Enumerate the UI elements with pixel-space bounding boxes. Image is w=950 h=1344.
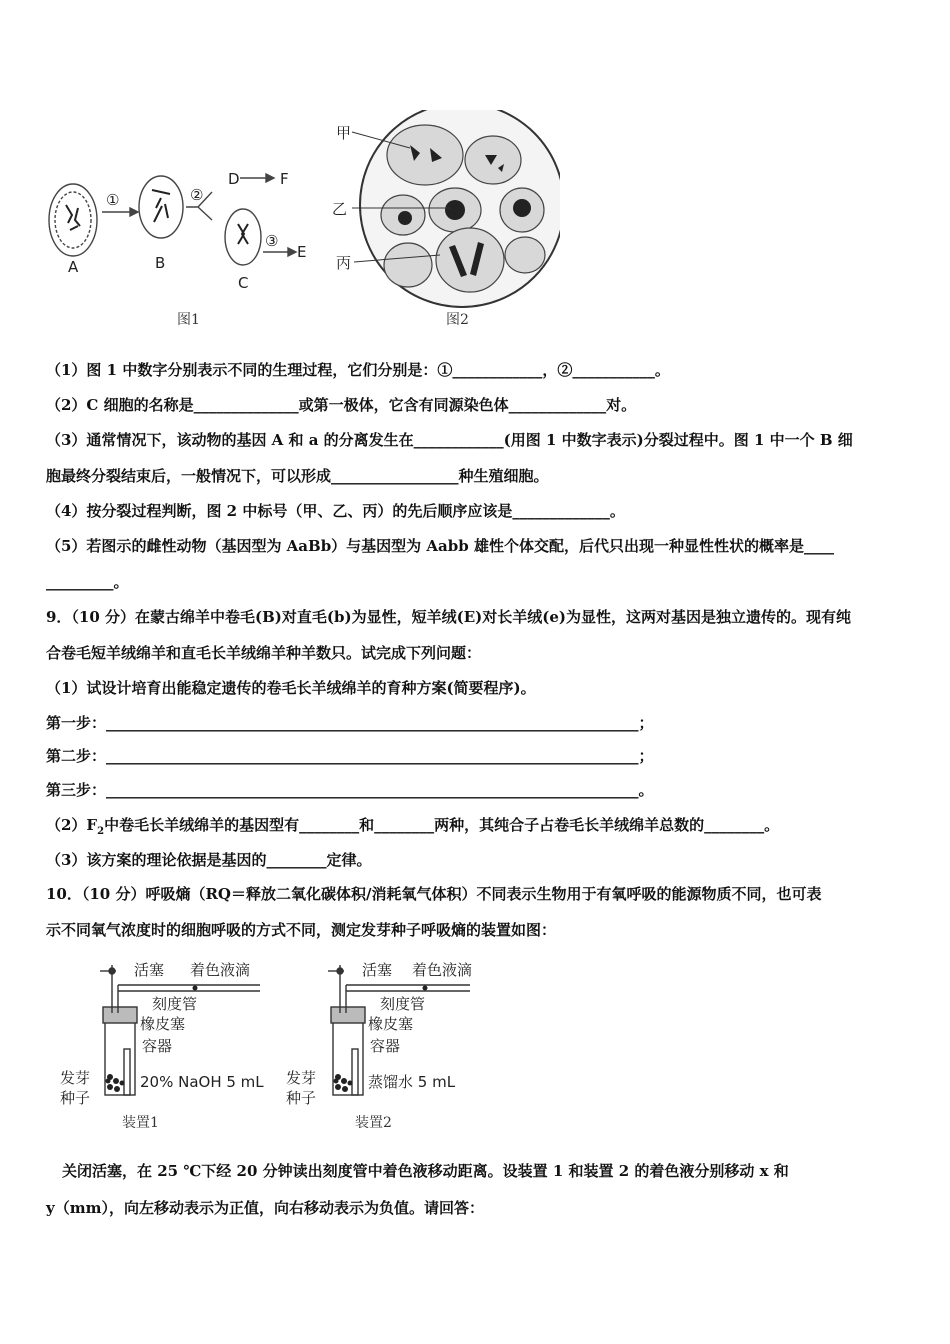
dev1-label-scale-tube: 刻度管 <box>152 995 198 1013</box>
dev1-label-container: 容器 <box>142 1037 173 1055</box>
q9-stem-line1: 9．（10 分）在蒙古绵羊中卷毛(B)对直毛(b)为显性，短羊绒(E)对长羊绒(e)为显性，这两对基因是独立遗传的。现有纯 <box>46 608 851 626</box>
q8-part5-line1: （5）若图示的雌性动物（基因型为 AaBb）与基因型为 Aabb 雄性个体交配，后代只出现一种显性性状的概率是____ <box>46 537 834 555</box>
q10-paragraph-line1: 关闭活塞，在 25 ℃下经 20 分钟读出刻度管中着色液移动距离。设装置 1 和装置 2 的着色液分别移动 x 和 <box>62 1162 789 1180</box>
q8-part5-line2: _________。 <box>46 573 129 591</box>
q8-part4: （4）按分裂过程判断，图 2 中标号（甲、乙、丙）的先后顺序应该是_____________。 <box>46 502 625 520</box>
q9-part2: $(2)F_2$中卷毛长羊绒绵羊的基因型有________和________两种，其纯合子占卷毛长羊绒绵羊总数的________。 <box>46 816 780 837</box>
figure-1-cell-division <box>40 160 320 330</box>
dev1-label-droplet: 着色液滴 <box>190 961 251 979</box>
label-step2: ② <box>190 186 204 204</box>
q9-step3: 第三步：_______________________________________________________________________。 <box>46 781 654 799</box>
q9-part1: （1）试设计培育出能稳定遗传的卷毛长羊绒绵羊的育种方案(简要程序)。 <box>46 679 536 697</box>
q10-paragraph-line2: y（mm），向左移动表示为正值，向右移动表示为负值。请回答： <box>46 1199 484 1217</box>
label-bing: 丙 <box>336 254 352 272</box>
q8-part2: （2）C 细胞的名称是______________或第一极体，它含有同源染色体_____________对。 <box>46 396 637 414</box>
dev2-label-stopper: 橡皮塞 <box>368 1015 414 1033</box>
label-D: D <box>228 170 240 188</box>
figure-2-caption: 图2 <box>446 312 469 328</box>
figure-1-caption: 图1 <box>177 312 200 328</box>
label-step3: ③ <box>265 232 279 250</box>
device-2-caption: 装置2 <box>355 1115 392 1131</box>
dev1-label-stopper: 橡皮塞 <box>140 1015 186 1033</box>
q8-part3-line2: 胞最终分裂结束后，一般情况下，可以形成_________________种生殖细胞。 <box>46 467 549 485</box>
label-E: E <box>297 243 307 261</box>
q10-stem-line1: 10．（10 分）呼吸熵（RQ＝释放二氧化碳体积/消耗氧气体积）不同表示生物用于有氧呼吸的能源物质不同，也可表 <box>46 885 822 903</box>
q9-step1: 第一步：_______________________________________________________________________； <box>46 714 654 732</box>
cell-A <box>49 184 97 256</box>
label-B: B <box>155 254 166 272</box>
q9-part3: （3）该方案的理论依据是基因的________定律。 <box>46 851 372 869</box>
q9-step2: 第二步：_______________________________________________________________________； <box>46 747 654 765</box>
dev1-label-stopcock: 活塞 <box>134 961 165 979</box>
label-C: C <box>238 274 249 292</box>
label-A: A <box>68 258 79 276</box>
dev2-label-container: 容器 <box>370 1037 401 1055</box>
dev2-label-stopcock: 活塞 <box>362 961 393 979</box>
q9-stem-line2: 合卷毛短羊绒绵羊和直毛长羊绒绵羊种羊数只。试完成下列问题： <box>46 644 482 662</box>
q8-part1: （1）图 1 中数字分别表示不同的生理过程，它们分别是：①____________，②___________。 <box>46 361 670 379</box>
dev2-label-seeds-a: 发芽 <box>286 1069 317 1087</box>
label-step1: ① <box>106 191 120 209</box>
q10-stem-line2: 示不同氧气浓度时的细胞呼吸的方式不同，测定发芽种子呼吸熵的装置如图： <box>46 921 557 939</box>
apparatus-figure <box>50 955 490 1135</box>
dev1-label-seeds-b: 种子 <box>60 1089 91 1107</box>
label-yi: 乙 <box>332 200 348 218</box>
label-jia: 甲 <box>336 124 352 142</box>
dev2-label-water: 蒸馏水 5 mL <box>368 1073 456 1091</box>
dev2-label-scale-tube: 刻度管 <box>380 995 426 1013</box>
dev1-label-naoh: 20% NaOH 5 mL <box>140 1073 264 1091</box>
dev2-label-droplet: 着色液滴 <box>412 961 473 979</box>
dev2-label-seeds-b: 种子 <box>286 1089 317 1107</box>
device-1-caption: 装置1 <box>122 1115 159 1131</box>
figure-2-micrograph <box>330 110 560 330</box>
dev1-label-seeds-a: 发芽 <box>60 1069 91 1087</box>
q8-part3-line1: （3）通常情况下，该动物的基因 A 和 a 的分离发生在____________(用图 1 中数字表示)分裂过程中。图 1 中一个 B 细 <box>46 431 853 449</box>
label-F: F <box>280 170 289 188</box>
